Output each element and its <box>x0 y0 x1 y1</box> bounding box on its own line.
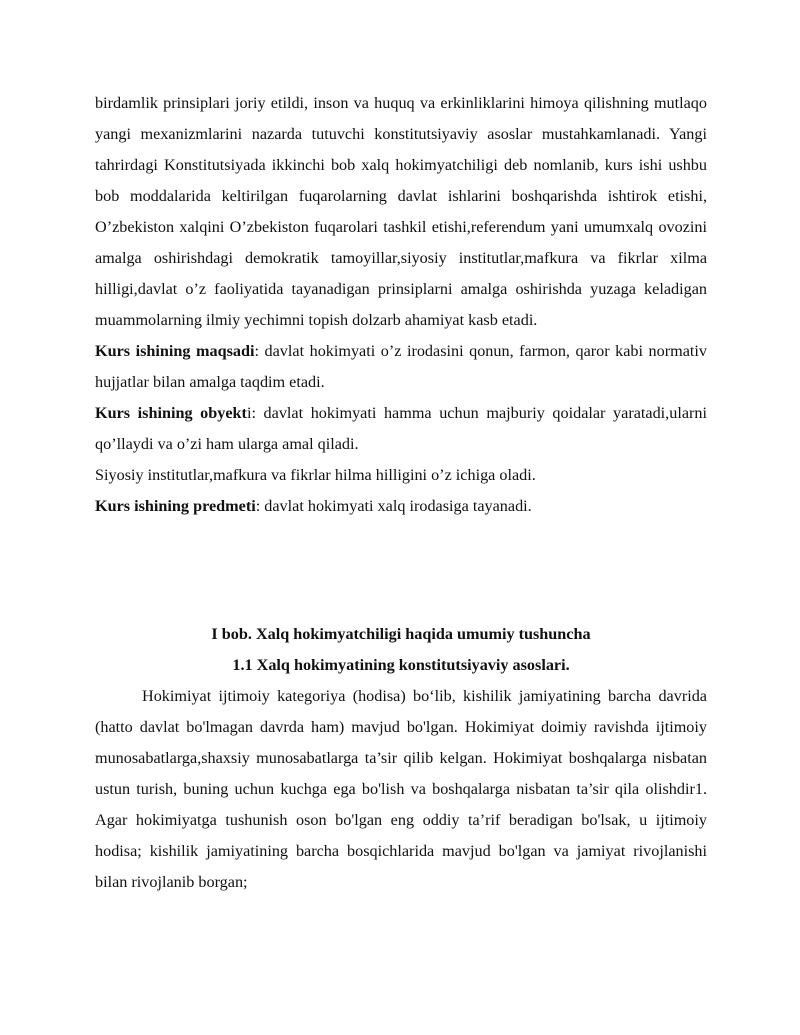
subject-label: Kurs ishining predmeti <box>95 497 256 515</box>
goal-text: : davlat hokimyati o’z irodasini qonun, farmon, qaror kabi normativ hujjatlar bilan amalga taqdim etadi. <box>95 342 707 391</box>
goal-paragraph <box>95 336 707 398</box>
object-text: i: davlat hokimyati hamma uchun majburiy qoidalar yaratadi,ularni qo’llaydi va o’zi ham ularga amal qiladi. <box>95 404 707 453</box>
section-spacer <box>95 522 707 619</box>
goal-label: Kurs ishining maqsadi <box>95 342 255 360</box>
object-label: Kurs ishining obyekt <box>95 404 247 422</box>
subject-paragraph <box>95 491 707 522</box>
document-body <box>95 88 707 898</box>
intro-paragraph: birdamlik prinsiplari joriy etildi, inson va huquq va erkinliklarini himoya qilishning mutlaqo yangi mexanizmlarini nazarda tutuvchi konstitutsiyaviy asoslar mustahkamlanadi. Yangi tahrirdagi Konstitutsiyada ikkinchi bob xalq hokimyatchiligi deb nomlanib, kurs ishi ushbu bob moddalarida keltirilgan fuqarolarning davlat ishlarini boshqarishda ishtirok etishi, O’zbekiston xalqini O’zbekiston fuqarolari tashkil etishi,referendum yani umumxalq ovozini amalga oshirishdagi demokratik tamoyillar,siyosiy institutlar,mafkura va fikrlar xilma hilligi,davlat o’z faoliyatida tayanadigan prinsiplarni amalga oshirishda yuzaga keladigan muammolarning ilmiy yechimni topish dolzarb ahamiyat kasb etadi. <box>95 94 707 329</box>
subject-text: : davlat hokimyati xalq irodasiga tayanadi. <box>255 497 532 515</box>
section-title: 1.1 Xalq hokimyatining konstitutsiyaviy asoslari. <box>232 656 570 674</box>
object-paragraph <box>95 398 707 460</box>
body-paragraph: Hokimiyat ijtimoiy kategoriya (hodisa) bo‘lib, kishilik jamiyatining barcha davrida (hatto davlat bo'lmagan davrda ham) mavjud bo'lgan. Hokimiyat doimiy ravishda ijtimoiy munosabatlarga,shaxsiy munosabatlarga ta’sir qilib kelgan. Hokimiyat boshqalarga nisbatan ustun turish, buning uchun kuchga ega bo'lish va boshqalarga nisbatan ta’sir qila olishdir1. Agar hokimiyatga tushunish oson bo'lgan eng oddiy ta’rif beradigan bo'lsak, u ijtimoiy hodisa; kishilik jamiyatining barcha bosqichlarida mavjud bo'lgan va jamiyat rivojlanishi bilan rivojlanib borgan; <box>95 687 707 891</box>
institutions-paragraph: Siyosiy institutlar,mafkura va fikrlar hilma hilligini o’z ichiga oladi. <box>95 466 536 484</box>
chapter-title: I bob. Xalq hokimyatchiligi haqida umumiy tushuncha <box>211 625 591 643</box>
